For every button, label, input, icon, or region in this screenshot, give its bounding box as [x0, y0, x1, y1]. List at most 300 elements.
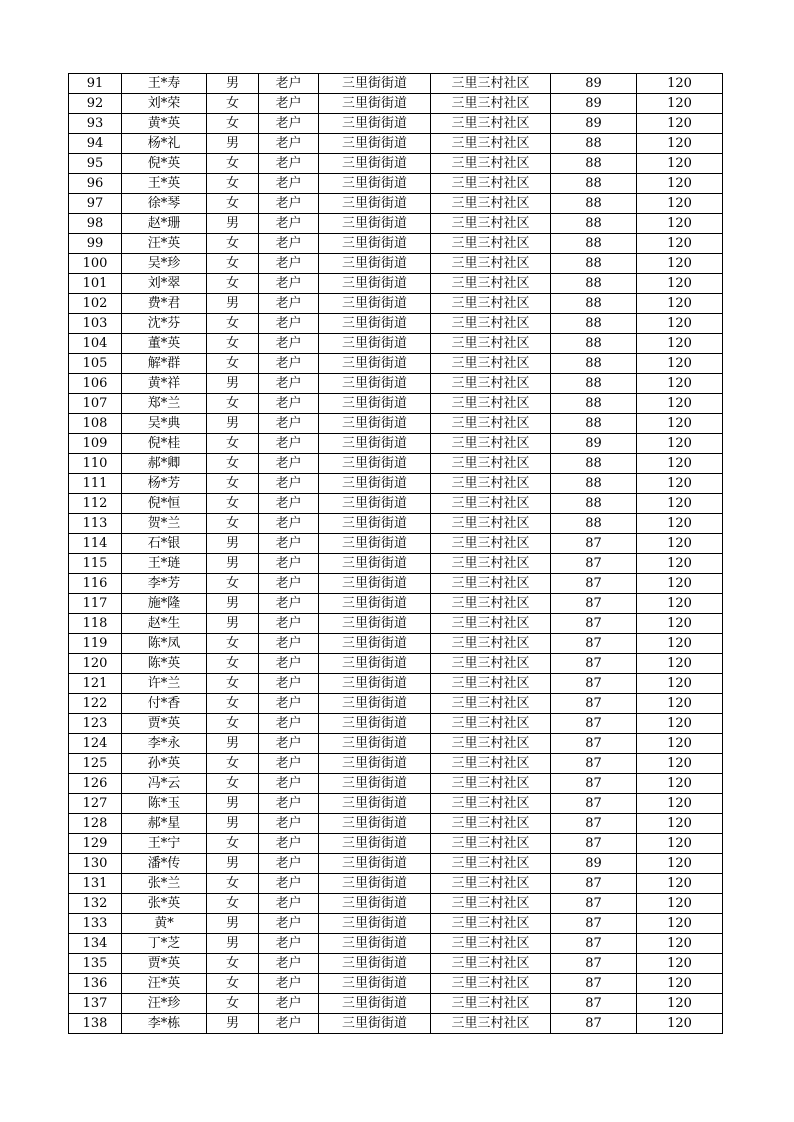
age-cell: 87 [551, 554, 637, 574]
table-row [69, 614, 723, 634]
street-office-cell: 三里街街道 [319, 354, 431, 374]
gender-cell: 女 [207, 474, 259, 494]
person-name-cell: 王*寿 [122, 74, 207, 94]
gender-cell: 女 [207, 714, 259, 734]
community-cell: 三里三村社区 [431, 414, 551, 434]
subsidy-amount-cell: 120 [637, 574, 723, 594]
row-number-cell: 104 [69, 334, 122, 354]
table-row [69, 214, 723, 234]
table-row [69, 774, 723, 794]
row-number-cell: 113 [69, 514, 122, 534]
table-row [69, 414, 723, 434]
person-name-cell: 吴*珍 [122, 254, 207, 274]
person-name-cell: 吴*典 [122, 414, 207, 434]
subsidy-amount-cell: 120 [637, 874, 723, 894]
row-number-cell: 130 [69, 854, 122, 874]
table-row [69, 814, 723, 834]
community-cell: 三里三村社区 [431, 994, 551, 1014]
age-cell: 88 [551, 354, 637, 374]
age-cell: 87 [551, 734, 637, 754]
age-cell: 87 [551, 914, 637, 934]
gender-cell: 男 [207, 414, 259, 434]
street-office-cell: 三里街街道 [319, 434, 431, 454]
age-cell: 88 [551, 394, 637, 414]
household-type-cell: 老户 [259, 1014, 319, 1034]
subsidy-amount-cell: 120 [637, 314, 723, 334]
row-number-cell: 112 [69, 494, 122, 514]
community-cell: 三里三村社区 [431, 134, 551, 154]
community-cell: 三里三村社区 [431, 1014, 551, 1034]
row-number-cell: 94 [69, 134, 122, 154]
person-name-cell: 王*宁 [122, 834, 207, 854]
household-type-cell: 老户 [259, 894, 319, 914]
person-name-cell: 徐*琴 [122, 194, 207, 214]
age-cell: 88 [551, 314, 637, 334]
street-office-cell: 三里街街道 [319, 254, 431, 274]
subsidy-amount-cell: 120 [637, 374, 723, 394]
subsidy-amount-cell: 120 [637, 754, 723, 774]
person-name-cell: 贺*兰 [122, 514, 207, 534]
person-name-cell: 张*英 [122, 894, 207, 914]
gender-cell: 女 [207, 354, 259, 374]
row-number-cell: 103 [69, 314, 122, 334]
household-type-cell: 老户 [259, 814, 319, 834]
table-row [69, 234, 723, 254]
household-type-cell: 老户 [259, 194, 319, 214]
gender-cell: 男 [207, 934, 259, 954]
household-type-cell: 老户 [259, 794, 319, 814]
community-cell: 三里三村社区 [431, 274, 551, 294]
gender-cell: 女 [207, 654, 259, 674]
street-office-cell: 三里街街道 [319, 554, 431, 574]
household-type-cell: 老户 [259, 614, 319, 634]
table-row [69, 694, 723, 714]
household-type-cell: 老户 [259, 874, 319, 894]
household-type-cell: 老户 [259, 954, 319, 974]
row-number-cell: 118 [69, 614, 122, 634]
table-row [69, 334, 723, 354]
age-cell: 87 [551, 714, 637, 734]
table-row [69, 134, 723, 154]
community-cell: 三里三村社区 [431, 394, 551, 414]
community-cell: 三里三村社区 [431, 194, 551, 214]
household-type-cell: 老户 [259, 774, 319, 794]
age-cell: 87 [551, 994, 637, 1014]
subsidy-amount-cell: 120 [637, 474, 723, 494]
subsidy-amount-cell: 120 [637, 974, 723, 994]
row-number-cell: 131 [69, 874, 122, 894]
community-cell: 三里三村社区 [431, 634, 551, 654]
household-type-cell: 老户 [259, 334, 319, 354]
street-office-cell: 三里街街道 [319, 574, 431, 594]
row-number-cell: 91 [69, 74, 122, 94]
subsidy-amount-cell: 120 [637, 814, 723, 834]
person-name-cell: 李*芳 [122, 574, 207, 594]
row-number-cell: 119 [69, 634, 122, 654]
table-row [69, 714, 723, 734]
street-office-cell: 三里街街道 [319, 294, 431, 314]
household-type-cell: 老户 [259, 854, 319, 874]
age-cell: 88 [551, 134, 637, 154]
age-cell: 88 [551, 234, 637, 254]
community-cell: 三里三村社区 [431, 334, 551, 354]
person-name-cell: 解*群 [122, 354, 207, 374]
person-name-cell: 陈*凤 [122, 634, 207, 654]
street-office-cell: 三里街街道 [319, 334, 431, 354]
subsidy-amount-cell: 120 [637, 734, 723, 754]
row-number-cell: 107 [69, 394, 122, 414]
age-cell: 88 [551, 454, 637, 474]
community-cell: 三里三村社区 [431, 234, 551, 254]
table-row [69, 534, 723, 554]
person-name-cell: 付*香 [122, 694, 207, 714]
household-type-cell: 老户 [259, 654, 319, 674]
household-type-cell: 老户 [259, 674, 319, 694]
row-number-cell: 136 [69, 974, 122, 994]
table-row [69, 994, 723, 1014]
street-office-cell: 三里街街道 [319, 734, 431, 754]
gender-cell: 女 [207, 954, 259, 974]
community-cell: 三里三村社区 [431, 94, 551, 114]
street-office-cell: 三里街街道 [319, 974, 431, 994]
subsidy-amount-cell: 120 [637, 934, 723, 954]
age-cell: 87 [551, 794, 637, 814]
community-cell: 三里三村社区 [431, 934, 551, 954]
household-type-cell: 老户 [259, 154, 319, 174]
person-name-cell: 陈*玉 [122, 794, 207, 814]
street-office-cell: 三里街街道 [319, 854, 431, 874]
table-row [69, 434, 723, 454]
gender-cell: 男 [207, 534, 259, 554]
subsidy-amount-cell: 120 [637, 134, 723, 154]
street-office-cell: 三里街街道 [319, 674, 431, 694]
row-number-cell: 101 [69, 274, 122, 294]
subsidy-amount-cell: 120 [637, 294, 723, 314]
table-row [69, 514, 723, 534]
subsidy-amount-cell: 120 [637, 494, 723, 514]
household-type-cell: 老户 [259, 734, 319, 754]
row-number-cell: 120 [69, 654, 122, 674]
household-type-cell: 老户 [259, 454, 319, 474]
gender-cell: 男 [207, 734, 259, 754]
community-cell: 三里三村社区 [431, 694, 551, 714]
table-row [69, 554, 723, 574]
age-cell: 88 [551, 374, 637, 394]
household-type-cell: 老户 [259, 374, 319, 394]
street-office-cell: 三里街街道 [319, 754, 431, 774]
gender-cell: 女 [207, 994, 259, 1014]
row-number-cell: 100 [69, 254, 122, 274]
street-office-cell: 三里街街道 [319, 1014, 431, 1034]
community-cell: 三里三村社区 [431, 654, 551, 674]
household-type-cell: 老户 [259, 254, 319, 274]
row-number-cell: 132 [69, 894, 122, 914]
age-cell: 87 [551, 754, 637, 774]
community-cell: 三里三村社区 [431, 894, 551, 914]
row-number-cell: 133 [69, 914, 122, 934]
subsidy-amount-cell: 120 [637, 194, 723, 214]
subsidy-amount-cell: 120 [637, 614, 723, 634]
age-cell: 87 [551, 694, 637, 714]
gender-cell: 女 [207, 154, 259, 174]
subsidy-amount-cell: 120 [637, 794, 723, 814]
subsidy-amount-cell: 120 [637, 154, 723, 174]
table-row [69, 634, 723, 654]
community-cell: 三里三村社区 [431, 294, 551, 314]
age-cell: 88 [551, 294, 637, 314]
subsidy-amount-cell: 120 [637, 694, 723, 714]
person-name-cell: 刘*翠 [122, 274, 207, 294]
street-office-cell: 三里街街道 [319, 394, 431, 414]
person-name-cell: 丁*芝 [122, 934, 207, 954]
row-number-cell: 116 [69, 574, 122, 594]
subsidy-amount-cell: 120 [637, 274, 723, 294]
person-name-cell: 董*英 [122, 334, 207, 354]
subsidy-amount-cell: 120 [637, 354, 723, 374]
gender-cell: 男 [207, 854, 259, 874]
row-number-cell: 135 [69, 954, 122, 974]
street-office-cell: 三里街街道 [319, 174, 431, 194]
gender-cell: 女 [207, 754, 259, 774]
person-name-cell: 汪*珍 [122, 994, 207, 1014]
person-name-cell: 汪*英 [122, 234, 207, 254]
row-number-cell: 122 [69, 694, 122, 714]
row-number-cell: 95 [69, 154, 122, 174]
person-name-cell: 沈*芬 [122, 314, 207, 334]
age-cell: 88 [551, 414, 637, 434]
row-number-cell: 117 [69, 594, 122, 614]
subsidy-amount-cell: 120 [637, 554, 723, 574]
subsidy-amount-cell: 120 [637, 854, 723, 874]
gender-cell: 男 [207, 294, 259, 314]
table-row [69, 154, 723, 174]
household-type-cell: 老户 [259, 354, 319, 374]
community-cell: 三里三村社区 [431, 534, 551, 554]
community-cell: 三里三村社区 [431, 614, 551, 634]
street-office-cell: 三里街街道 [319, 594, 431, 614]
age-cell: 87 [551, 1014, 637, 1034]
subsidy-amount-cell: 120 [637, 634, 723, 654]
row-number-cell: 127 [69, 794, 122, 814]
person-name-cell: 张*兰 [122, 874, 207, 894]
person-name-cell: 冯*云 [122, 774, 207, 794]
household-type-cell: 老户 [259, 994, 319, 1014]
row-number-cell: 137 [69, 994, 122, 1014]
row-number-cell: 106 [69, 374, 122, 394]
household-type-cell: 老户 [259, 74, 319, 94]
person-name-cell: 石*银 [122, 534, 207, 554]
subsidy-amount-cell: 120 [637, 674, 723, 694]
gender-cell: 男 [207, 914, 259, 934]
table-row [69, 754, 723, 774]
table-row [69, 174, 723, 194]
person-name-cell: 许*兰 [122, 674, 207, 694]
table-row [69, 914, 723, 934]
street-office-cell: 三里街街道 [319, 534, 431, 554]
table-row [69, 354, 723, 374]
table-row [69, 114, 723, 134]
person-name-cell: 郝*卿 [122, 454, 207, 474]
household-type-cell: 老户 [259, 634, 319, 654]
street-office-cell: 三里街街道 [319, 194, 431, 214]
street-office-cell: 三里街街道 [319, 74, 431, 94]
community-cell: 三里三村社区 [431, 874, 551, 894]
household-type-cell: 老户 [259, 294, 319, 314]
community-cell: 三里三村社区 [431, 454, 551, 474]
subsidy-amount-cell: 120 [637, 214, 723, 234]
subsidy-amount-cell: 120 [637, 774, 723, 794]
person-name-cell: 赵*生 [122, 614, 207, 634]
person-name-cell: 贾*英 [122, 954, 207, 974]
table-row [69, 734, 723, 754]
community-cell: 三里三村社区 [431, 834, 551, 854]
table-row [69, 574, 723, 594]
subsidy-amount-cell: 120 [637, 114, 723, 134]
subsidy-amount-cell: 120 [637, 654, 723, 674]
gender-cell: 女 [207, 694, 259, 714]
community-cell: 三里三村社区 [431, 314, 551, 334]
street-office-cell: 三里街街道 [319, 214, 431, 234]
row-number-cell: 129 [69, 834, 122, 854]
row-number-cell: 99 [69, 234, 122, 254]
community-cell: 三里三村社区 [431, 354, 551, 374]
household-type-cell: 老户 [259, 834, 319, 854]
community-cell: 三里三村社区 [431, 114, 551, 134]
gender-cell: 女 [207, 94, 259, 114]
row-number-cell: 97 [69, 194, 122, 214]
subsidy-amount-cell: 120 [637, 234, 723, 254]
gender-cell: 女 [207, 334, 259, 354]
street-office-cell: 三里街街道 [319, 514, 431, 534]
age-cell: 88 [551, 214, 637, 234]
person-name-cell: 李*永 [122, 734, 207, 754]
gender-cell: 女 [207, 574, 259, 594]
gender-cell: 女 [207, 434, 259, 454]
person-name-cell: 贾*英 [122, 714, 207, 734]
household-type-cell: 老户 [259, 554, 319, 574]
household-type-cell: 老户 [259, 754, 319, 774]
household-type-cell: 老户 [259, 514, 319, 534]
street-office-cell: 三里街街道 [319, 314, 431, 334]
gender-cell: 女 [207, 274, 259, 294]
household-type-cell: 老户 [259, 914, 319, 934]
street-office-cell: 三里街街道 [319, 374, 431, 394]
table-row [69, 934, 723, 954]
age-cell: 88 [551, 194, 637, 214]
community-cell: 三里三村社区 [431, 854, 551, 874]
table-row [69, 854, 723, 874]
community-cell: 三里三村社区 [431, 154, 551, 174]
street-office-cell: 三里街街道 [319, 274, 431, 294]
gender-cell: 男 [207, 794, 259, 814]
age-cell: 87 [551, 934, 637, 954]
street-office-cell: 三里街街道 [319, 414, 431, 434]
gender-cell: 女 [207, 894, 259, 914]
gender-cell: 女 [207, 774, 259, 794]
community-cell: 三里三村社区 [431, 514, 551, 534]
community-cell: 三里三村社区 [431, 774, 551, 794]
gender-cell: 女 [207, 874, 259, 894]
community-cell: 三里三村社区 [431, 494, 551, 514]
community-cell: 三里三村社区 [431, 954, 551, 974]
age-cell: 88 [551, 474, 637, 494]
household-type-cell: 老户 [259, 394, 319, 414]
person-name-cell: 刘*荣 [122, 94, 207, 114]
row-number-cell: 128 [69, 814, 122, 834]
person-name-cell: 孙*英 [122, 754, 207, 774]
community-cell: 三里三村社区 [431, 574, 551, 594]
subsidy-amount-cell: 120 [637, 74, 723, 94]
household-type-cell: 老户 [259, 574, 319, 594]
person-name-cell: 倪*英 [122, 154, 207, 174]
age-cell: 88 [551, 174, 637, 194]
table-row [69, 834, 723, 854]
row-number-cell: 138 [69, 1014, 122, 1034]
household-type-cell: 老户 [259, 494, 319, 514]
subsidy-amount-cell: 120 [637, 834, 723, 854]
street-office-cell: 三里街街道 [319, 874, 431, 894]
subsidy-amount-cell: 120 [637, 534, 723, 554]
subsidy-amount-cell: 120 [637, 434, 723, 454]
community-cell: 三里三村社区 [431, 474, 551, 494]
age-cell: 87 [551, 674, 637, 694]
person-name-cell: 杨*礼 [122, 134, 207, 154]
row-number-cell: 123 [69, 714, 122, 734]
subsidy-amount-cell: 120 [637, 94, 723, 114]
table-row [69, 394, 723, 414]
street-office-cell: 三里街街道 [319, 934, 431, 954]
age-cell: 88 [551, 254, 637, 274]
table-row [69, 594, 723, 614]
subsidy-amount-cell: 120 [637, 334, 723, 354]
age-cell: 88 [551, 154, 637, 174]
row-number-cell: 98 [69, 214, 122, 234]
street-office-cell: 三里街街道 [319, 474, 431, 494]
household-type-cell: 老户 [259, 694, 319, 714]
person-name-cell: 李*栋 [122, 1014, 207, 1034]
household-type-cell: 老户 [259, 974, 319, 994]
community-cell: 三里三村社区 [431, 974, 551, 994]
table-row [69, 454, 723, 474]
gender-cell: 男 [207, 74, 259, 94]
table-row [69, 94, 723, 114]
street-office-cell: 三里街街道 [319, 794, 431, 814]
age-cell: 87 [551, 894, 637, 914]
community-cell: 三里三村社区 [431, 434, 551, 454]
row-number-cell: 121 [69, 674, 122, 694]
age-cell: 87 [551, 834, 637, 854]
gender-cell: 女 [207, 494, 259, 514]
person-name-cell: 黄* [122, 914, 207, 934]
gender-cell: 男 [207, 1014, 259, 1034]
person-name-cell: 倪*恒 [122, 494, 207, 514]
row-number-cell: 105 [69, 354, 122, 374]
gender-cell: 男 [207, 374, 259, 394]
age-cell: 87 [551, 954, 637, 974]
subsidy-amount-cell: 120 [637, 594, 723, 614]
table-row [69, 1014, 723, 1034]
community-cell: 三里三村社区 [431, 594, 551, 614]
community-cell: 三里三村社区 [431, 674, 551, 694]
gender-cell: 女 [207, 634, 259, 654]
gender-cell: 男 [207, 554, 259, 574]
household-type-cell: 老户 [259, 214, 319, 234]
table-row [69, 474, 723, 494]
subsidy-amount-cell: 120 [637, 1014, 723, 1034]
age-cell: 88 [551, 494, 637, 514]
household-type-cell: 老户 [259, 234, 319, 254]
household-type-cell: 老户 [259, 174, 319, 194]
